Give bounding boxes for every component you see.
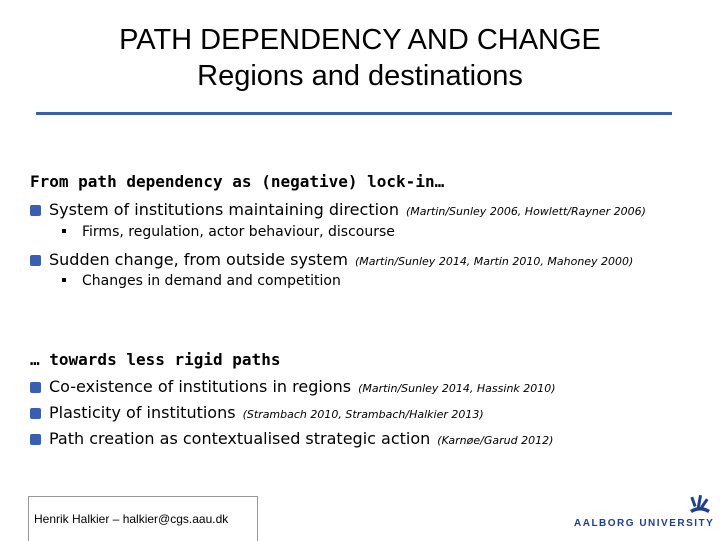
bullet-box-icon xyxy=(30,434,41,445)
bullet-citation: (Karnøe/Garud 2012) xyxy=(437,434,554,447)
sub-bullet-text: Firms, regulation, actor behaviour, discourse xyxy=(82,224,395,240)
bullet-item xyxy=(30,200,646,219)
title-line-2: Regions and destinations xyxy=(197,60,523,92)
bullet-box-icon xyxy=(30,255,41,266)
bullet-item xyxy=(30,403,484,422)
sub-bullet-item xyxy=(62,224,395,240)
title-divider xyxy=(36,112,672,115)
bullet-box-icon xyxy=(30,408,41,419)
bullet-citation: (Strambach 2010, Strambach/Halkier 2013) xyxy=(242,408,484,421)
bullet-citation: (Martin/Sunley 2014, Hassink 2010) xyxy=(358,382,556,395)
bullet-item xyxy=(30,250,633,269)
bullet-text: Plasticity of institutions xyxy=(49,403,236,422)
section-heading-less-rigid: … towards less rigid paths xyxy=(30,350,281,369)
bullet-text: Sudden change, from outside system xyxy=(49,250,348,269)
bullet-item xyxy=(30,429,553,448)
bullet-text: Co-existence of institutions in regions xyxy=(49,377,352,396)
bullet-citation: (Martin/Sunley 2006, Howlett/Rayner 2006) xyxy=(405,205,646,218)
bullet-text: Path creation as contextualised strategic action xyxy=(49,429,431,448)
footer-author: Henrik Halkier – halkier@cgs.aau.dk xyxy=(34,512,229,526)
square-bullet-icon xyxy=(62,229,66,233)
bullet-citation: (Martin/Sunley 2014, Martin 2010, Mahoney 2000) xyxy=(354,255,634,268)
sub-bullet-item xyxy=(62,273,341,289)
bullet-box-icon xyxy=(30,205,41,216)
square-bullet-icon xyxy=(62,278,66,282)
slide-title xyxy=(0,22,720,94)
sub-bullet-text: Changes in demand and competition xyxy=(82,273,341,289)
bullet-text: System of institutions maintaining direction xyxy=(49,200,399,219)
bullet-item xyxy=(30,377,556,396)
title-line-1: PATH DEPENDENCY AND CHANGE xyxy=(119,24,601,56)
section-heading-lock-in: From path dependency as (negative) lock-in… xyxy=(30,172,445,191)
bullet-box-icon xyxy=(30,382,41,393)
logo-text: AALBORG UNIVERSITY xyxy=(574,518,715,529)
